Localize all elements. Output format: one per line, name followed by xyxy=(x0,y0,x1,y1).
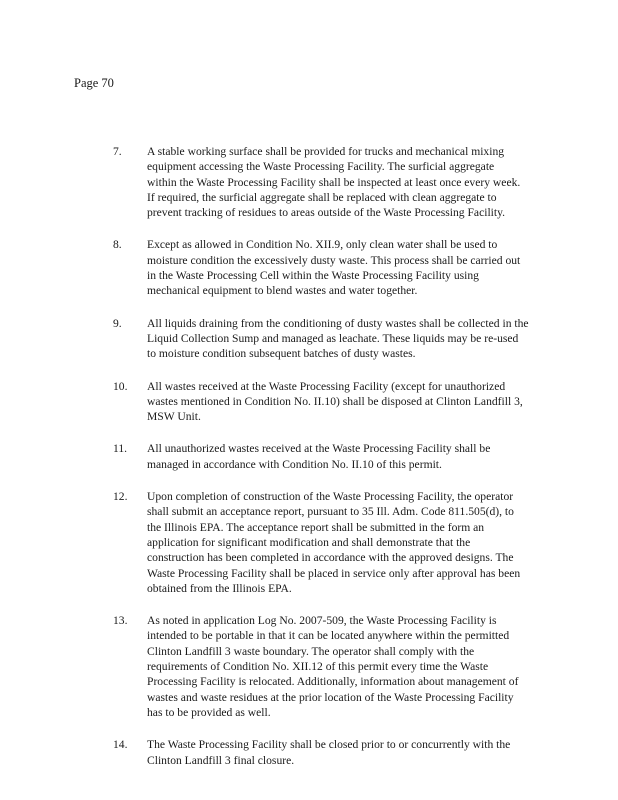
text-line: within the Waste Processing Facility shall be inspected at least once every week. xyxy=(147,175,521,189)
condition-item-8 xyxy=(113,237,553,298)
condition-number: 11. xyxy=(113,442,128,456)
text-line: MSW Unit. xyxy=(147,410,201,424)
conditions-list xyxy=(113,144,553,785)
condition-text xyxy=(147,379,553,425)
text-line: has to be provided as well. xyxy=(147,705,271,719)
text-line: moisture condition the excessively dusty waste. This process shall be carried out xyxy=(147,253,521,267)
text-line: obtained from the Illinois EPA. xyxy=(147,581,292,595)
text-line: the Illinois EPA. The acceptance report shall be submitted in the form an xyxy=(147,520,485,534)
condition-text xyxy=(147,144,553,220)
text-line: Except as allowed in Condition No. XII.9, only clean water shall be used to xyxy=(147,238,498,252)
text-line: Clinton Landfill 3 waste boundary. The operator shall comply with the xyxy=(147,644,475,658)
condition-number: 12. xyxy=(113,490,128,504)
condition-item-7 xyxy=(113,144,553,220)
text-line: to moisture condition subsequent batches of dusty wastes. xyxy=(147,347,416,361)
condition-item-11 xyxy=(113,441,553,472)
page-number: Page 70 xyxy=(74,76,114,90)
text-line: application for significant modification and shall demonstrate that the xyxy=(147,535,471,549)
text-line: prevent tracking of residues to areas outside of the Waste Processing Facility. xyxy=(147,206,506,220)
condition-text xyxy=(147,316,553,362)
condition-number: 7. xyxy=(113,145,122,158)
text-line: shall submit an acceptance report, pursuant to 35 Ill. Adm. Code 811.505(d), to xyxy=(147,505,514,519)
condition-text xyxy=(147,613,553,720)
text-line: Clinton Landfill 3 final closure. xyxy=(147,753,295,767)
condition-text xyxy=(147,237,553,298)
condition-item-14 xyxy=(113,737,553,768)
text-line: If required, the surficial aggregate shall be replaced with clean aggregate to xyxy=(147,190,497,204)
text-line: construction has been completed in accordance with the approved designs. The xyxy=(147,551,514,565)
condition-text xyxy=(147,441,553,472)
condition-number: 9. xyxy=(113,316,122,330)
condition-item-13 xyxy=(113,613,553,720)
text-line: in the Waste Processing Cell within the Waste Processing Facility using xyxy=(147,269,479,283)
condition-item-9 xyxy=(113,316,553,362)
condition-number: 13. xyxy=(113,614,128,628)
text-line: The Waste Processing Facility shall be closed prior to or concurrently with the xyxy=(147,738,511,752)
text-line: wastes and waste residues at the prior location of the Waste Processing Facility xyxy=(147,690,514,704)
text-line: Upon completion of construction of the Waste Processing Facility, the operator xyxy=(147,490,514,504)
text-line: Processing Facility is relocated. Additionally, information about management of xyxy=(147,675,519,689)
condition-number: 10. xyxy=(113,379,128,393)
text-line: All unauthorized wastes received at the Waste Processing Facility shall be xyxy=(147,442,491,456)
text-line: A stable working surface shall be provided for trucks and mechanical mixing xyxy=(147,145,505,158)
condition-text xyxy=(147,489,553,596)
condition-item-10 xyxy=(113,379,553,425)
condition-number: 14. xyxy=(113,738,128,752)
text-line: managed in accordance with Condition No. II.10 of this permit. xyxy=(147,457,442,471)
condition-text xyxy=(147,737,553,768)
text-line: All liquids draining from the conditioning of dusty wastes shall be collected in the xyxy=(147,316,529,330)
text-line: As noted in application Log No. 2007-509, the Waste Processing Facility is xyxy=(147,614,497,628)
condition-number: 8. xyxy=(113,238,122,252)
text-line: wastes mentioned in Condition No. II.10) shall be disposed at Clinton Landfill 3, xyxy=(147,394,523,408)
condition-item-12 xyxy=(113,489,553,596)
text-line: requirements of Condition No. XII.12 of this permit every time the Waste xyxy=(147,660,489,674)
text-line: All wastes received at the Waste Processing Facility (except for unauthorized xyxy=(147,379,506,393)
text-line: Waste Processing Facility shall be placed in service only after approval has been xyxy=(147,566,521,580)
text-line: equipment accessing the Waste Processing Facility. The surficial aggregate xyxy=(147,160,495,174)
text-line: intended to be portable in that it can be located anywhere within the permitted xyxy=(147,629,510,643)
text-line: mechanical equipment to blend wastes and water together. xyxy=(147,284,418,298)
text-line: Liquid Collection Sump and managed as leachate. These liquids may be re-used xyxy=(147,331,519,345)
